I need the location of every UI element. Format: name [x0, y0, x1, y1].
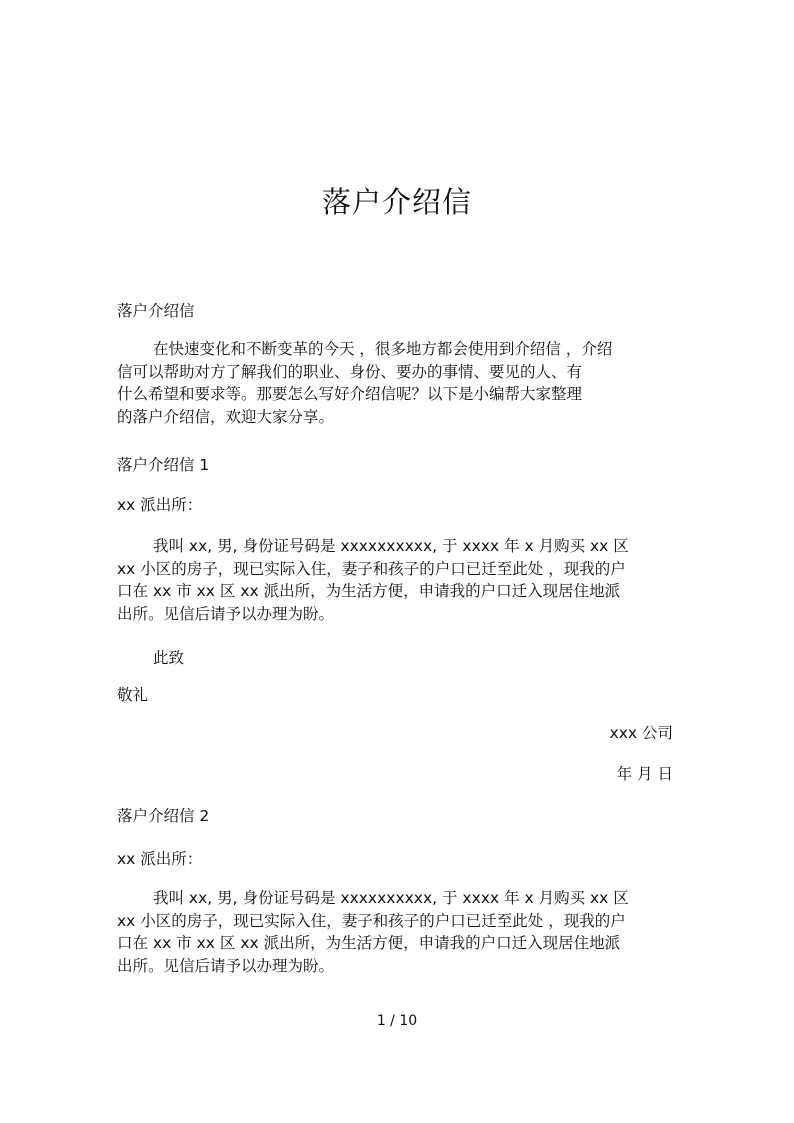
letter2-body-line: 出所。见信后请予以办理为盼。: [117, 956, 335, 975]
intro-line: 的落户介绍信，欢迎大家分享。: [117, 407, 335, 426]
letter2-body-line: 我叫 xx, 男, 身份证号码是 xxxxxxxxxx, 于 xxxx 年 x 月购买 xx 区: [153, 889, 629, 907]
letter1-body-line: 口在 xx 市 xx 区 xx 派出所，为生活方便，申请我的户口迁入现居住地派: [117, 582, 621, 600]
intro-paragraph: [117, 338, 677, 428]
closing-salutation: 此致: [153, 649, 185, 667]
intro-line: 什么希望和要求等。那要怎么写好介绍信呢？以下是小编帮大家整理: [117, 385, 583, 403]
closing-regards: 敬礼: [117, 686, 149, 704]
intro-line: 在快速变化和不断变革的今天 ，很多地方都会使用到介绍信 ，介绍: [153, 340, 613, 358]
letter2-body: [117, 887, 677, 977]
signature-date: 年 月 日: [616, 765, 673, 783]
letter1-body-line: 出所。见信后请予以办理为盼。: [117, 604, 335, 623]
letter1-body-line: xx 小区的房子，现已实际入住，妻子和孩子的户口已迁至此处 ，现我的户: [117, 559, 626, 578]
letter2-heading: 落户介绍信 2: [117, 807, 210, 825]
letter1-body-line: 我叫 xx, 男, 身份证号码是 xxxxxxxxxx, 于 xxxx 年 x 月购买 xx 区: [153, 537, 629, 555]
letter1-body: [117, 535, 677, 625]
letter2-recipient: xx 派出所：: [117, 850, 203, 868]
page-number: 1 / 10: [376, 1013, 418, 1029]
section-subtitle: 落户介绍信: [117, 302, 195, 320]
document-title: 落户介绍信: [321, 185, 472, 219]
intro-line: 信可以帮助对方了解我们的职业、身份、要办的事情、要见的人、有: [117, 362, 583, 381]
signature-company: xxx 公司: [609, 724, 673, 742]
letter2-body-line: 口在 xx 市 xx 区 xx 派出所，为生活方便，申请我的户口迁入现居住地派: [117, 934, 621, 952]
letter2-body-line: xx 小区的房子，现已实际入住，妻子和孩子的户口已迁至此处 ，现我的户: [117, 911, 626, 930]
letter1-heading: 落户介绍信 1: [117, 456, 210, 474]
letter1-recipient: xx 派出所：: [117, 496, 203, 514]
